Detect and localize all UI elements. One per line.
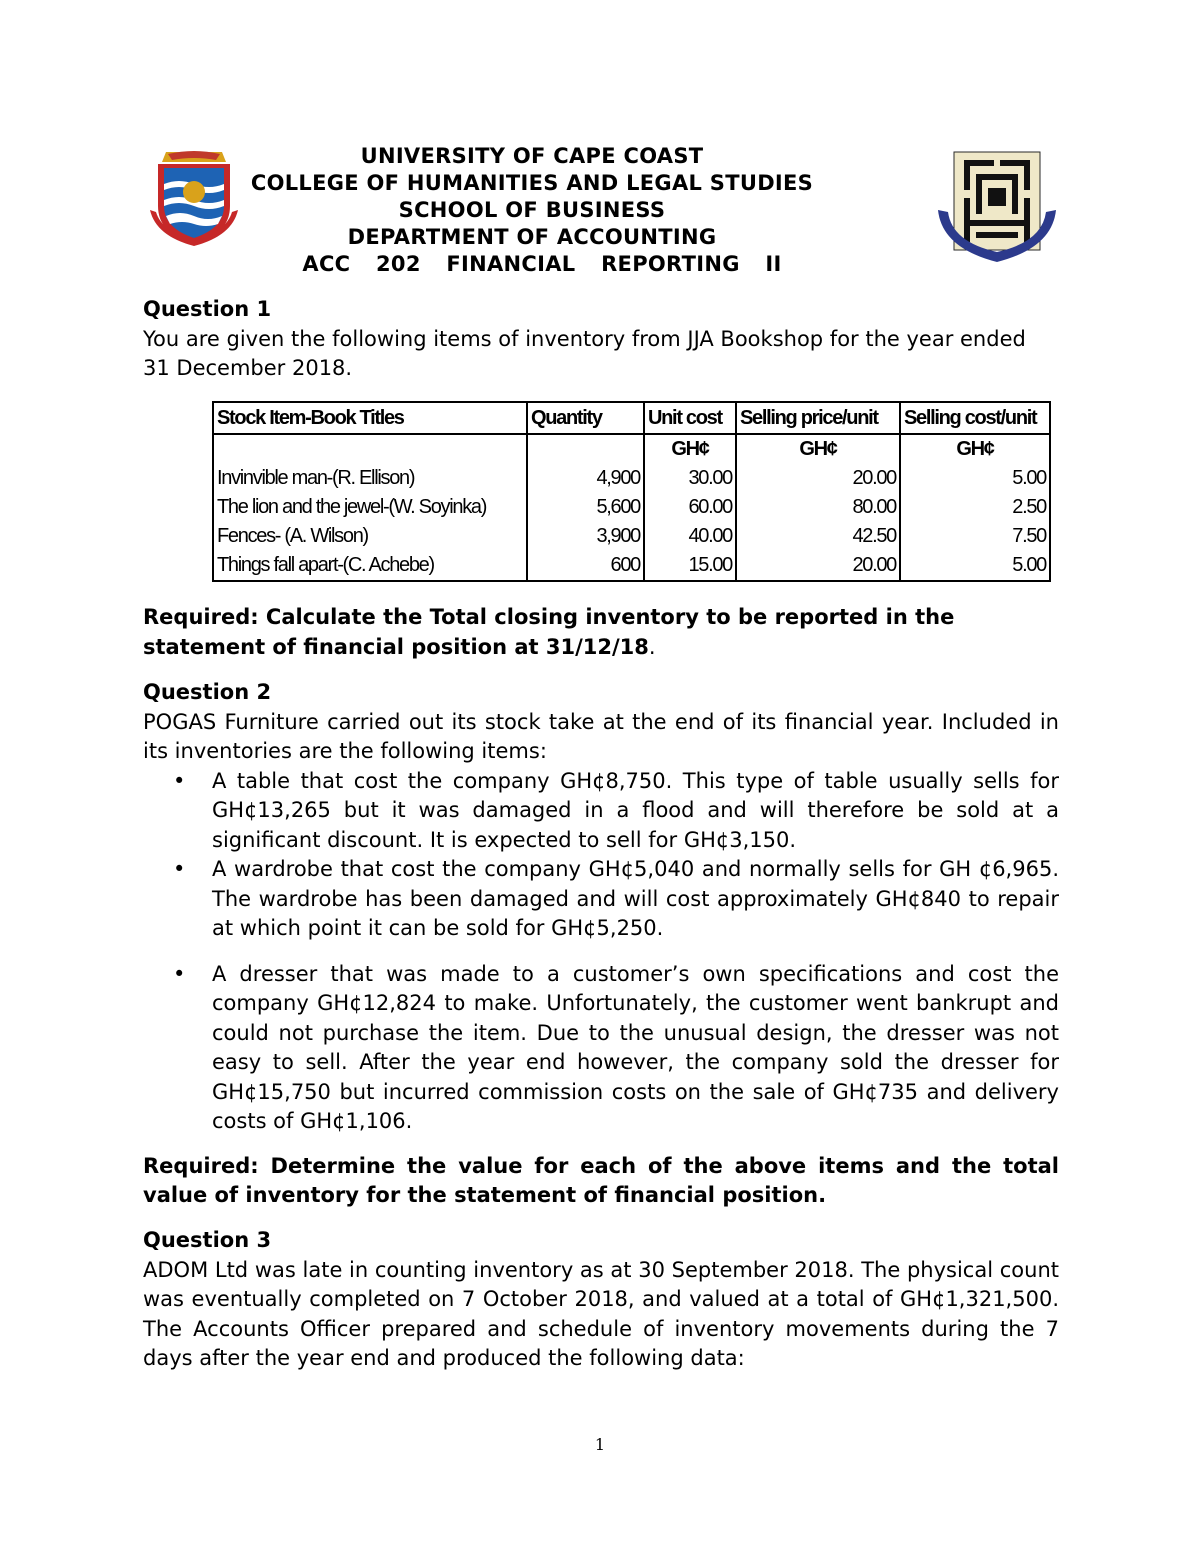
table-cell: 60.00 bbox=[644, 493, 736, 522]
question-1-required bbox=[143, 603, 1059, 662]
university-name: UNIVERSITY OF CAPE COAST bbox=[360, 144, 704, 168]
table-cell: 20.00 bbox=[736, 464, 900, 493]
currency-cell: GH¢ bbox=[644, 434, 736, 464]
table-cell: Things fall apart-(C. Achebe) bbox=[213, 551, 527, 581]
table-cell: 30.00 bbox=[644, 464, 736, 493]
question-1-intro: You are given the following items of inventory from JJA Bookshop for the year ended 31 December 2018. bbox=[143, 326, 1026, 380]
course-code: ACC 202 bbox=[302, 252, 421, 276]
table-row bbox=[213, 522, 1050, 551]
department-name: DEPARTMENT OF ACCOUNTING bbox=[347, 225, 717, 249]
table-header-cell: Selling cost/unit bbox=[900, 402, 1050, 434]
question-2-intro: POGAS Furniture carried out its stock take at the end of its financial year. Included in its inventories are the following items: bbox=[143, 709, 1059, 763]
required-period: . bbox=[648, 634, 656, 659]
question-3-block bbox=[143, 1226, 1059, 1374]
school-name: SCHOOL OF BUSINESS bbox=[398, 198, 666, 222]
page-number: 1 bbox=[594, 1435, 606, 1454]
table-row bbox=[213, 551, 1050, 581]
currency-cell: GH¢ bbox=[736, 434, 900, 464]
table-cell: 5,600 bbox=[527, 493, 644, 522]
bullet-icon: • bbox=[173, 768, 186, 793]
table-header-cell: Stock Item-Book Titles bbox=[213, 402, 527, 434]
question-2-required: Required: Determine the value for each of the above items and the total value of inventory for the statement of financial position. bbox=[143, 1153, 1059, 1207]
table-header-row bbox=[213, 402, 1050, 434]
table-row bbox=[213, 493, 1050, 522]
question-1-block bbox=[143, 295, 1059, 384]
table-cell: Invinvible man-(R. Ellison) bbox=[213, 464, 527, 493]
table-cell: 80.00 bbox=[736, 493, 900, 522]
question-3-text: ADOM Ltd was late in counting inventory as at 30 September 2018. The physical count was eventually completed on 7 October 2018, and valued at a total of GH¢1,321,500. The Accounts Officer prepared and schedule of inventory movements during the 7 days after the year end and produced the following data: bbox=[143, 1257, 1059, 1370]
table-cell: 2.50 bbox=[900, 493, 1050, 522]
table-cell: 40.00 bbox=[644, 522, 736, 551]
table-cell: 20.00 bbox=[736, 551, 900, 581]
question-2-block bbox=[143, 678, 1059, 1211]
table-row bbox=[213, 464, 1050, 493]
list-item: • A wardrobe that cost the company GH¢5,040 and normally sells for GH ¢6,965. The wardrobe has been damaged and will cost approximately GH¢840 to repair at which point it can be sold for GH¢5,250. bbox=[173, 857, 1059, 940]
bullet-icon: • bbox=[173, 961, 186, 986]
table-cell: Fences- (A. Wilson) bbox=[213, 522, 527, 551]
table-cell: The lion and the jewel-(W. Soyinka) bbox=[213, 493, 527, 522]
table-cell: 7.50 bbox=[900, 522, 1050, 551]
question-2-bullets bbox=[143, 767, 1059, 1137]
table-header-cell: Unit cost bbox=[644, 402, 736, 434]
currency-cell bbox=[527, 434, 644, 464]
table-cell: 42.50 bbox=[736, 522, 900, 551]
table-cell: 600 bbox=[527, 551, 644, 581]
list-item: • A dresser that was made to a customer’s own specifications and cost the company GH¢12,824 to make. Unfortunately, the customer went bankrupt and could not purchase the item. Due to the unusual design, the dresser was not easy to sell. After the year end however, the company sold the dresser for GH¢15,750 but incurred commission costs on the sale of GH¢735 and delivery costs of GH¢1,106. bbox=[173, 961, 1059, 1133]
question-1-title: Question 1 bbox=[143, 297, 272, 321]
table-currency-row bbox=[213, 434, 1050, 464]
table-cell: 4,900 bbox=[527, 464, 644, 493]
table-header-cell: Selling price/unit bbox=[736, 402, 900, 434]
course-title: FINANCIAL REPORTING II bbox=[446, 252, 782, 276]
table-cell: 5.00 bbox=[900, 551, 1050, 581]
college-name: COLLEGE OF HUMANITIES AND LEGAL STUDIES bbox=[250, 171, 814, 195]
table-cell: 5.00 bbox=[900, 464, 1050, 493]
currency-cell: GH¢ bbox=[900, 434, 1050, 464]
table-cell: 3,900 bbox=[527, 522, 644, 551]
required-text: Required: Calculate the Total closing inventory to be reported in the statement of financial position at 31/12/18 bbox=[143, 605, 955, 659]
currency-cell bbox=[213, 434, 527, 464]
inventory-table bbox=[212, 401, 1051, 582]
course-heading bbox=[0, 251, 1142, 278]
bullet-icon: • bbox=[173, 857, 186, 881]
list-item: • A table that cost the company GH¢8,750. This type of table usually sells for GH¢13,265 but it was damaged in a flood and will therefore be sold at a significant discount. It is expected to sell for GH¢3,150. bbox=[173, 768, 1059, 852]
question-3-title: Question 3 bbox=[143, 1228, 272, 1252]
question-2-title: Question 2 bbox=[143, 680, 272, 704]
table-cell: 15.00 bbox=[644, 551, 736, 581]
table-header-cell: Quantity bbox=[527, 402, 644, 434]
